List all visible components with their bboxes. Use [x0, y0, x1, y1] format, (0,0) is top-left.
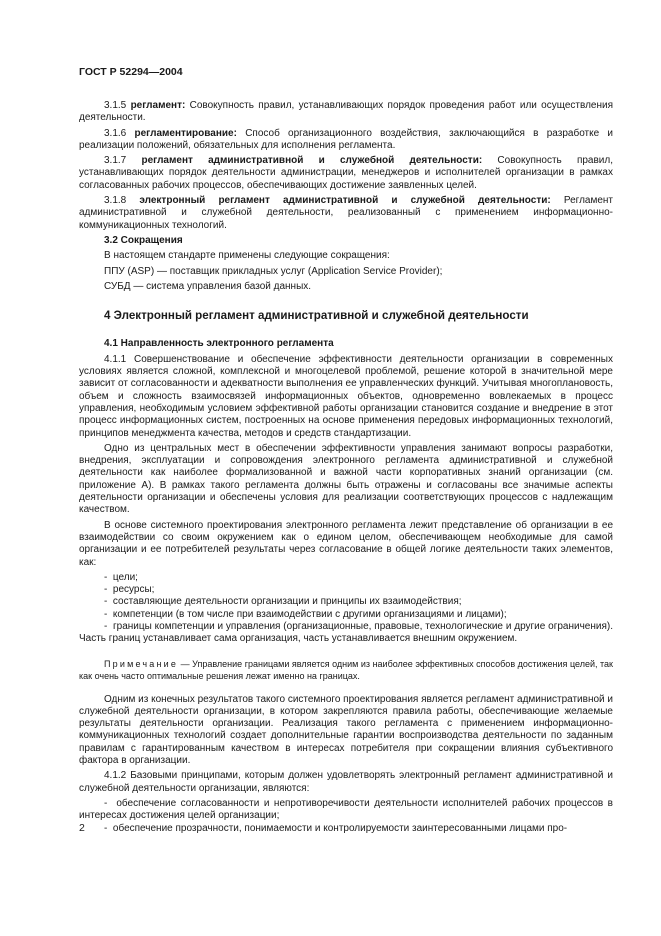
paragraph: 4.1.2 Базовыми принципами, которым должен удовлетворять электронный регламент административной и служебной деятельности организации, являются: — [79, 770, 613, 794]
paragraph: 4.1.1 Совершенствование и обеспечение эффективности деятельности организации в современных условиях является сложной, комплексной и многоцелевой проблемой, решение которой в значительной мере зависит от согласованности и адекватности выполнения ее управленческих функций. Учитывая многоплановость, объем и сложность взаимосвязей информационных объектов, одновременно вовлекаемых в процесс управления, необходимым условием эффективной работы организации становится создание и внедрение в этот процесс информационных систем, построенных на основе применения передовых информационных технологий, принципов менеджмента качества, методов и средств стандартизации. — [79, 353, 613, 439]
list-item: - цели; — [79, 572, 613, 584]
abbreviations-heading: 3.2 Сокращения — [104, 234, 183, 246]
principles-list — [79, 798, 613, 835]
list-item: - границы компетенции и управления (организационные, правовые, технологические и другие ограничения). Часть границ устанавливает сама организация, часть устанавливается внешним окружением. — [79, 621, 613, 646]
elements-list — [79, 572, 613, 646]
list-item: - составляющие деятельности организации и принципы их взаимодействия; — [79, 596, 613, 608]
list-item: - ресурсы; — [79, 584, 613, 596]
definition-3-1-6 — [79, 128, 613, 153]
definition-3-1-5 — [79, 100, 613, 125]
list-item: - обеспечение согласованности и непротиворечивости деятельности исполнителей рабочих процессов в интересах достижения целей организации; — [79, 798, 613, 823]
definition-number: 3.1.5 — [104, 100, 127, 111]
note — [79, 658, 613, 682]
note-label: Примечание — [104, 658, 179, 669]
definition-text: Совокупность правил, устанавливающих порядок деятельности администрации, менеджеров и исполнителей организации в рамках согласованных рабочих процессов, обеспечивающих достижение заявленных целей. — [79, 155, 614, 191]
definition-term: регламентирование: — [134, 127, 237, 139]
definition-3-1-7 — [79, 155, 613, 192]
note-text: — Управление границами является одним из наиболее эффективных способов достижения целей, так как очень часто оптимальные решения лежат именно на границах. — [79, 658, 613, 681]
definition-term: электронный регламент административной и служебной деятельности: — [139, 195, 551, 207]
abbreviation-item: СУБД — система управления базой данных. — [104, 280, 312, 292]
list-item: - компетенции (в том числе при взаимодействии с другими организациями и лицами); — [79, 609, 613, 621]
paragraph: В основе системного проектирования электронного регламента лежит представление об организации в ее взаимодействии со своим окружением как о едином целом, обеспечивающем необходимые для самой организации и ее потребителей результаты через согласование в общей логике деятельности таких элементов, как: — [79, 519, 613, 568]
list-item: - обеспечение прозрачности, понимаемости и контролируемости заинтересованными лицами про- — [79, 823, 613, 835]
definition-text: Способ организационного воздействия, заключающийся в разработке и реализации положений, обязательных для исполнения регламента. — [79, 127, 614, 151]
definition-number: 3.1.8 — [104, 195, 127, 207]
abbreviation-item: ППУ (ASP) — поставщик прикладных услуг (Application Service Provider); — [104, 265, 443, 277]
page-number: 2 — [79, 822, 85, 834]
definition-text: Регламент административной и служебной деятельности, реализованный с применением информационно-коммуникационных технологий. — [79, 195, 613, 231]
definition-number: 3.1.7 — [104, 155, 127, 167]
section-4-title: 4 Электронный регламент административной и служебной деятельности — [104, 309, 529, 323]
definition-term: регламент административной и служебной деятельности: — [141, 155, 483, 167]
definition-number: 3.1.6 — [104, 127, 127, 139]
definition-term: регламент: — [130, 100, 186, 111]
document-body — [79, 100, 613, 835]
subsection-4-1-heading: 4.1 Направленность электронного регламента — [104, 338, 334, 350]
definition-text: Совокупность правил, устанавливающих порядок проведения работ или осуществления деятельности. — [79, 100, 614, 124]
standard-header: ГОСТ Р 52294—2004 — [79, 66, 183, 78]
definition-3-1-8 — [79, 195, 613, 232]
paragraph: Одно из центральных мест в обеспечении эффективности управления занимают вопросы разработки, внедрения, эксплуатации и сопровождения электронного регламента административной и служебной деятельности как наиболее формализованной и важной части корпоративных знаний организации (см. приложение А). В рамках такого регламента должны быть отражены и согласованы все значимые аспекты деятельности организации и обеспечены условия для реализации соответствующих процессов с надлежащим качеством. — [79, 442, 613, 516]
abbreviations-intro: В настоящем стандарте применены следующие сокращения: — [104, 250, 390, 262]
paragraph: Одним из конечных результатов такого системного проектирования является регламент административной и служебной деятельности организации, в котором закрепляются правила работы, обеспечивающие желаемые результаты деятельности организации. Реализация такого регламента с применением информационно-коммуникационных технологий создает дополнительные гарантии воспроизводства деятельности по заданным правилам с гарантированным качеством в интересах потребителя при сокращении влияния субъективного фактора в организации. — [79, 693, 613, 767]
